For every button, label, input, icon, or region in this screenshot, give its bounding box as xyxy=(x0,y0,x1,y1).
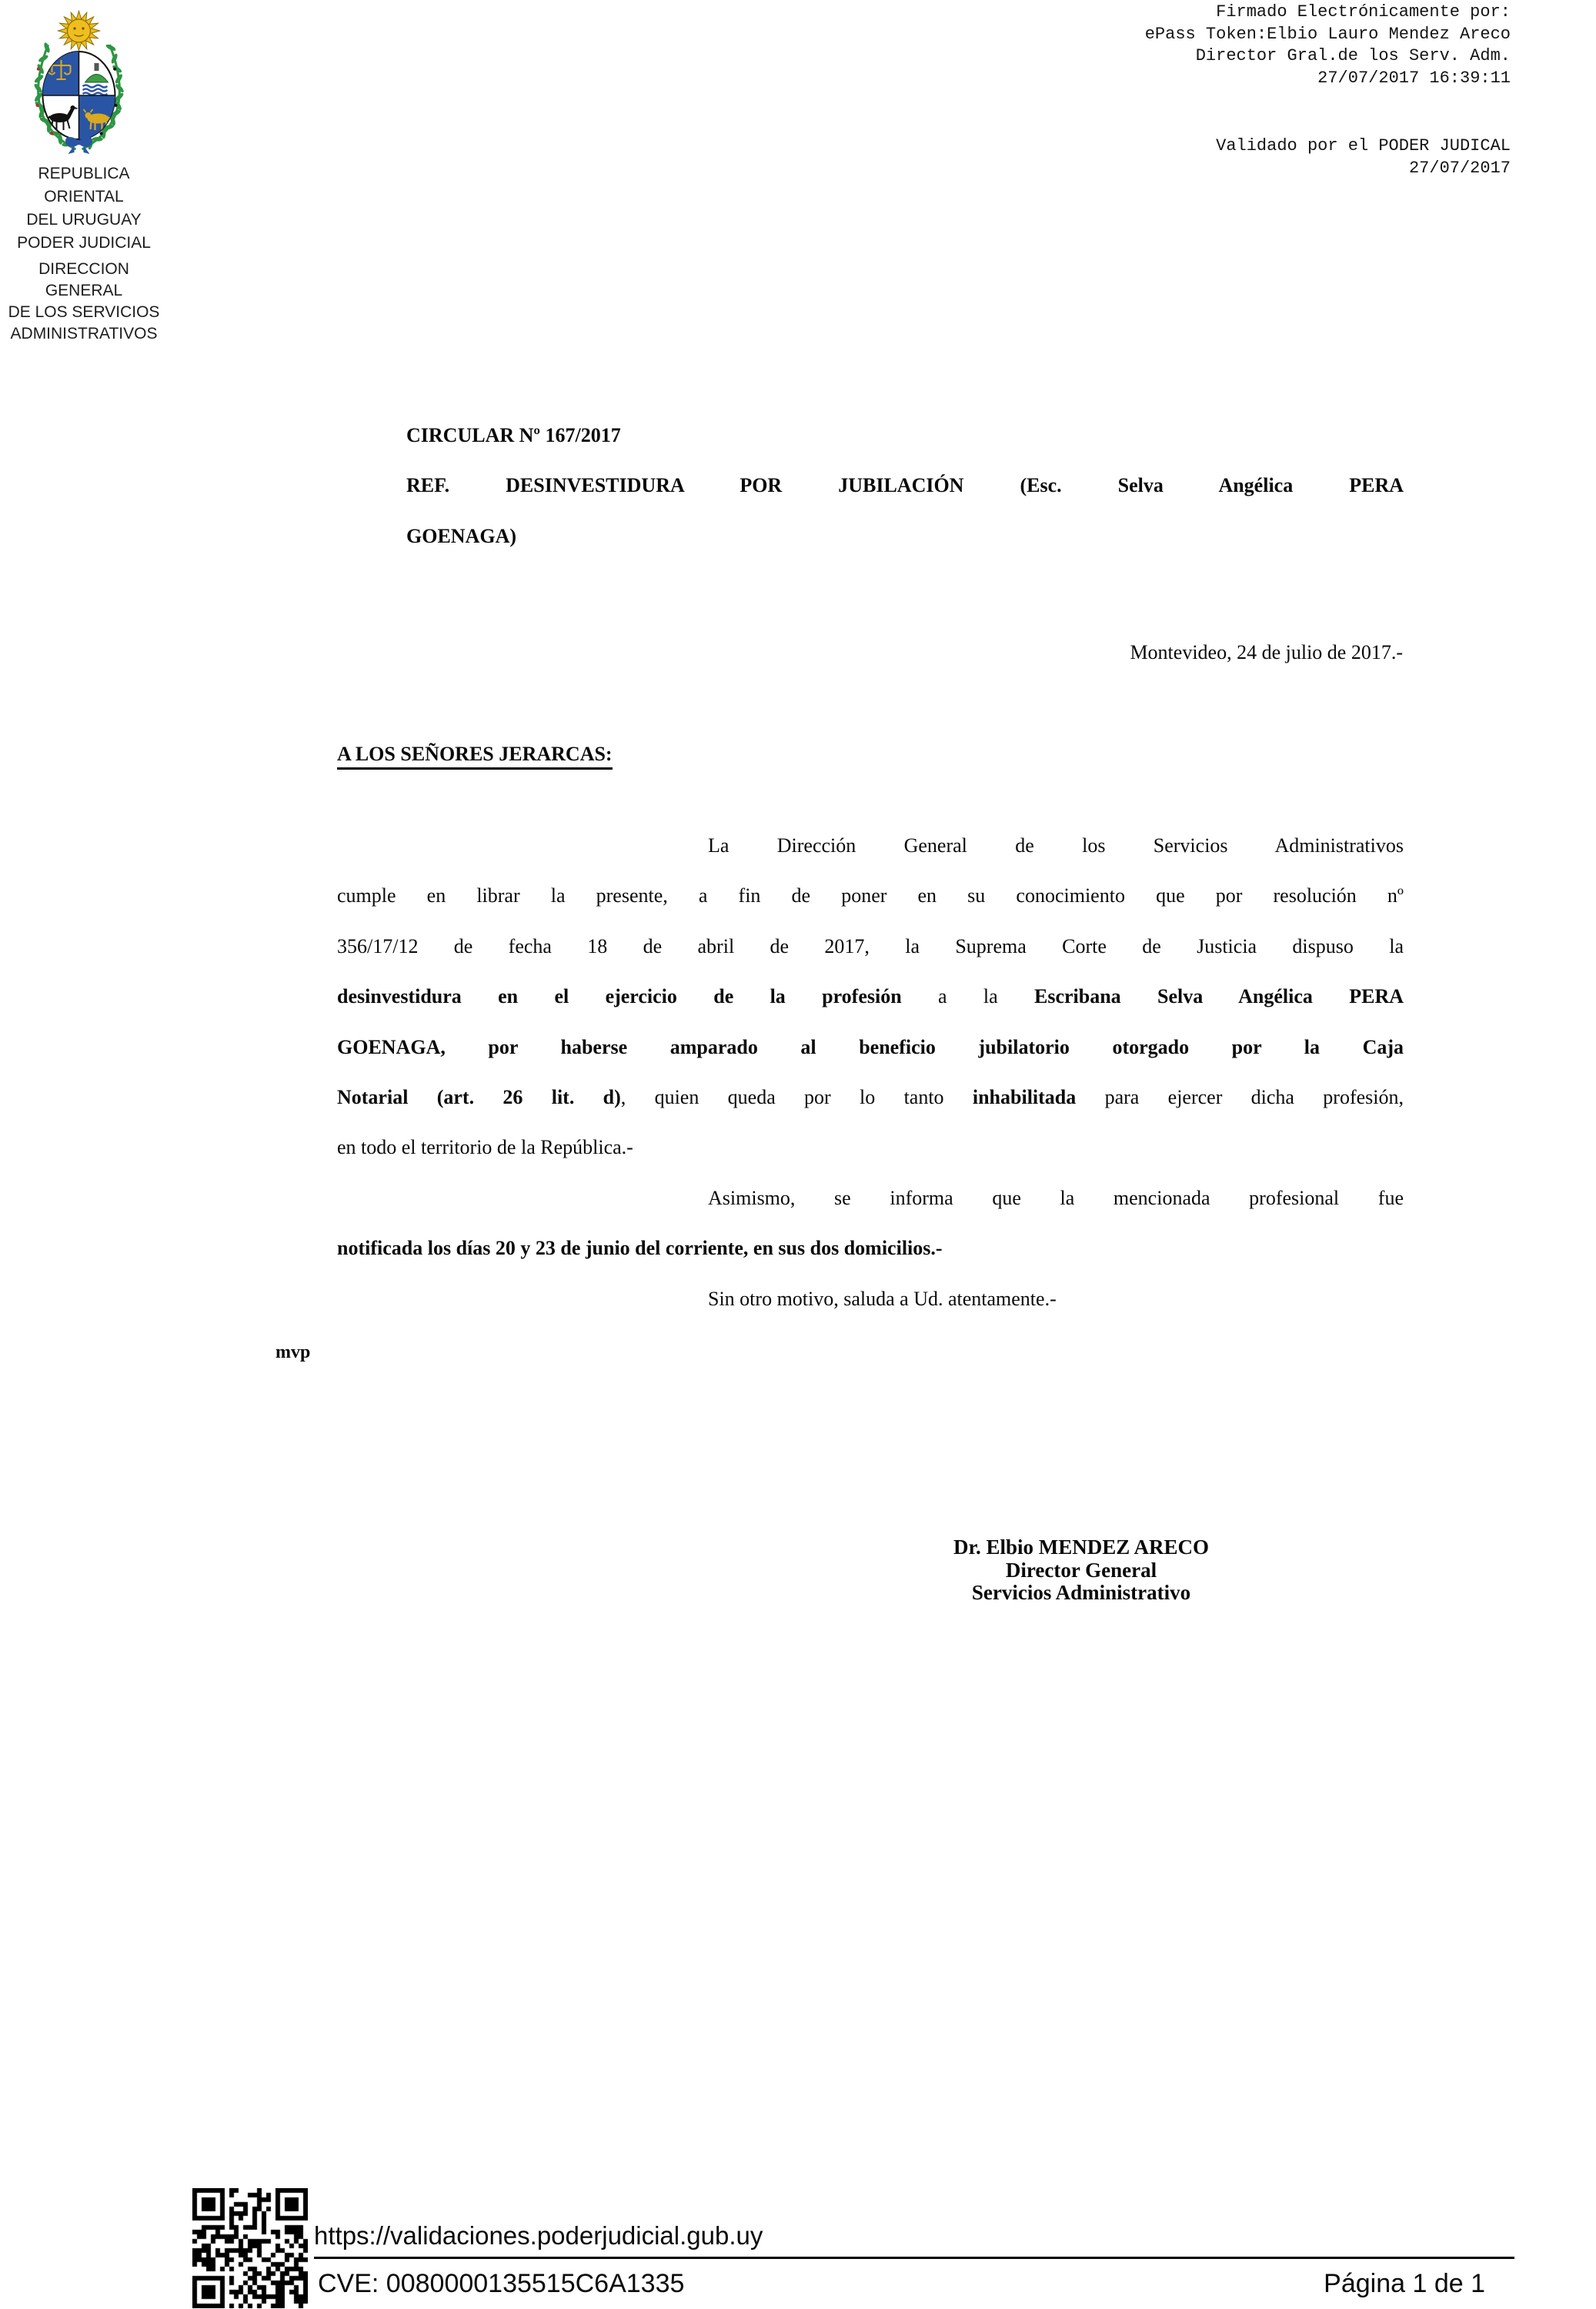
text-run: La Dirección General de los Servicios Administrativos xyxy=(708,834,1404,857)
text-line xyxy=(406,410,1404,460)
text-run: en todo el territorio de la República.- xyxy=(337,1136,633,1159)
greeting-text: A LOS SEÑORES JERARCAS: xyxy=(337,743,613,770)
text-run: cumple en librar la presente, a fin de poner en su conocimiento que por resolución nº xyxy=(337,884,1404,907)
footer-divider xyxy=(314,2257,1514,2259)
validation-url: https://validaciones.poderjudicial.gub.uy xyxy=(314,2221,763,2250)
text-line: PODER JUDICIAL xyxy=(17,234,151,252)
text-line: DIRECCION GENERAL xyxy=(38,260,129,299)
text-line: Firmado Electrónicamente por: xyxy=(1216,2,1511,22)
bold-text-run: desinvestidura en el ejercicio de la profesión xyxy=(337,985,902,1008)
greeting xyxy=(337,740,613,768)
bold-text-run: Notarial (art. 26 lit. d) xyxy=(337,1086,621,1109)
text-line xyxy=(406,460,1404,510)
text-run: Asimismo, se informa que la mencionada profesional fue xyxy=(708,1186,1404,1209)
laurel-leaf xyxy=(100,132,103,135)
bold-text-run: Dr. Elbio MENDEZ ARECO xyxy=(953,1535,1210,1559)
typist-initials: mvp xyxy=(275,1342,311,1362)
laurel-leaf xyxy=(36,104,39,107)
bold-text-run: notificada los días 20 y 23 de junio del corriente, en sus dos domicilios.- xyxy=(337,1237,943,1260)
qr-code xyxy=(192,2188,308,2308)
text-line xyxy=(920,1582,1243,1605)
signature-block xyxy=(920,1536,1243,1605)
text-line xyxy=(337,1022,1404,1072)
text-line xyxy=(920,1559,1243,1582)
laurel-leaf xyxy=(43,42,51,53)
text-line: ADMINISTRATIVOS xyxy=(10,325,158,343)
cve-code: CVE: 0080000135515C6A1335 xyxy=(318,2269,685,2298)
bold-text-run: Servicios Administrativo xyxy=(971,1581,1191,1604)
text-line xyxy=(337,1274,1404,1324)
sun-eye xyxy=(82,27,84,29)
text-line xyxy=(406,511,1404,561)
bold-text-run: inhabilitada xyxy=(972,1086,1077,1109)
text-line xyxy=(337,1072,1404,1122)
electronic-signature-stamp xyxy=(1145,2,1511,89)
text-run: Sin otro motivo, saluda a Ud. atentamente.- xyxy=(708,1287,1057,1310)
sun-eye xyxy=(73,27,75,29)
laurel-leaf xyxy=(50,132,53,135)
laurel-leaf xyxy=(113,68,116,71)
text-line xyxy=(920,1536,1243,1559)
text-run: 356/17/12 de fecha 18 de abril de 2017, la Suprema Corte de Justicia dispuso la xyxy=(337,934,1404,957)
bold-text-run: Director General xyxy=(1005,1558,1157,1582)
text-line xyxy=(337,870,1404,921)
bold-text-run: GOENAGA) xyxy=(406,524,516,547)
text-line xyxy=(337,921,1404,971)
bold-text-run: Escribana Selva Angélica PERA xyxy=(1033,985,1404,1008)
text-run: a la xyxy=(901,985,1034,1008)
text-line xyxy=(337,1223,1404,1273)
text-run: para ejercer dicha profesión, xyxy=(1076,1086,1404,1109)
text-line xyxy=(337,1122,1404,1172)
text-line: 27/07/2017 xyxy=(1408,158,1511,178)
page-number: Página 1 de 1 xyxy=(1324,2269,1485,2298)
org-name xyxy=(0,162,168,255)
department-name xyxy=(0,259,168,345)
validation-stamp xyxy=(1216,135,1511,179)
laurel-leaf xyxy=(37,68,40,71)
text-line: DEL URUGUAY xyxy=(26,211,142,229)
uruguay-coat-of-arms xyxy=(15,5,142,159)
letter-body xyxy=(337,820,1404,1324)
text-line: REPUBLICA ORIENTAL xyxy=(38,165,130,206)
text-line xyxy=(337,1173,1404,1223)
bold-text-run: CIRCULAR Nº 167/2017 xyxy=(406,424,621,446)
text-line: Director Gral.de los Serv. Adm. xyxy=(1195,46,1511,66)
bold-text-run: GOENAGA, por haberse amparado al beneficio jubilatorio otorgado por la Caja xyxy=(337,1035,1404,1058)
bold-text-run: REF. DESINVESTIDURA POR JUBILACIÓN (Esc. Selva Angélica PERA xyxy=(406,474,1404,497)
sun-face xyxy=(68,19,91,42)
text-line xyxy=(337,820,1404,870)
text-run: , quien queda por lo tanto xyxy=(620,1086,973,1109)
text-line: 27/07/2017 16:39:11 xyxy=(1317,68,1511,88)
text-line: DE LOS SERVICIOS xyxy=(8,303,160,321)
text-line: ePass Token:Elbio Lauro Mendez Areco xyxy=(1144,24,1511,44)
circular-title xyxy=(406,410,1404,561)
text-line xyxy=(337,971,1404,1021)
text-line: Validado por el PODER JUDICAL xyxy=(1216,136,1511,155)
date-line: Montevideo, 24 de julio de 2017.- xyxy=(1130,641,1403,663)
